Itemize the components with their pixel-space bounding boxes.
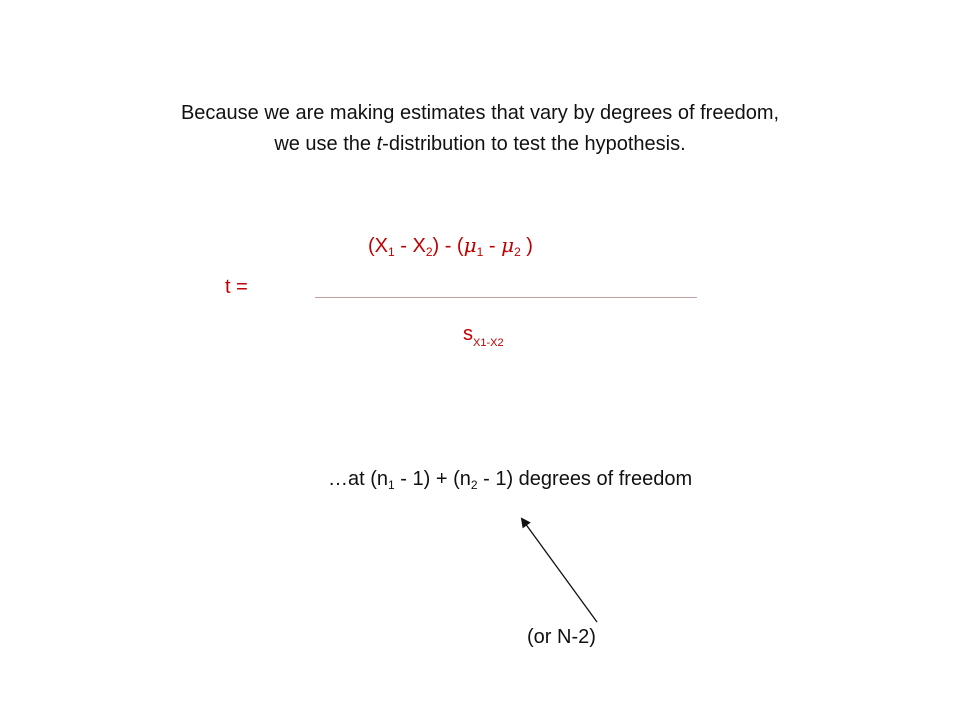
num-subscript: 2 — [425, 245, 433, 259]
intro-line-2 — [0, 129, 960, 160]
formula-numerator — [368, 233, 533, 259]
num-subscript: 1 — [476, 245, 484, 259]
df-part: …at (n — [328, 468, 389, 490]
num-part: - X — [394, 235, 426, 257]
intro-line-2-post: -distribution to test the hypothesis. — [382, 133, 686, 155]
intro-line-2-pre: we use the — [274, 133, 377, 155]
df-part: - 1) degrees of freedom — [477, 468, 693, 490]
intro-line-1: Because we are making estimates that vary by degrees of freedom, — [180, 102, 780, 124]
note-text: (or N-2) — [527, 626, 596, 648]
mu-symbol: μ — [501, 233, 515, 257]
degrees-of-freedom — [328, 468, 692, 492]
num-subscript: 1 — [388, 245, 395, 259]
num-subscript: 2 — [514, 245, 521, 259]
arrow-line — [522, 519, 597, 622]
den-subscript: X1-X2 — [473, 337, 504, 349]
num-part: - — [483, 235, 502, 257]
intro-text — [0, 98, 960, 160]
df-subscript: 1 — [388, 478, 395, 492]
num-part: ) - ( — [432, 235, 464, 257]
num-part: (X — [368, 235, 388, 257]
t-italic: t — [376, 133, 383, 155]
df-subscript: 2 — [470, 478, 478, 492]
den-base: s — [463, 323, 473, 345]
fraction-line — [315, 297, 697, 298]
formula-denominator — [463, 323, 504, 349]
formula-lhs: t = — [225, 276, 248, 298]
df-part: - 1) + (n — [394, 468, 471, 490]
num-part: ) — [520, 235, 533, 257]
mu-symbol: μ — [463, 233, 477, 257]
